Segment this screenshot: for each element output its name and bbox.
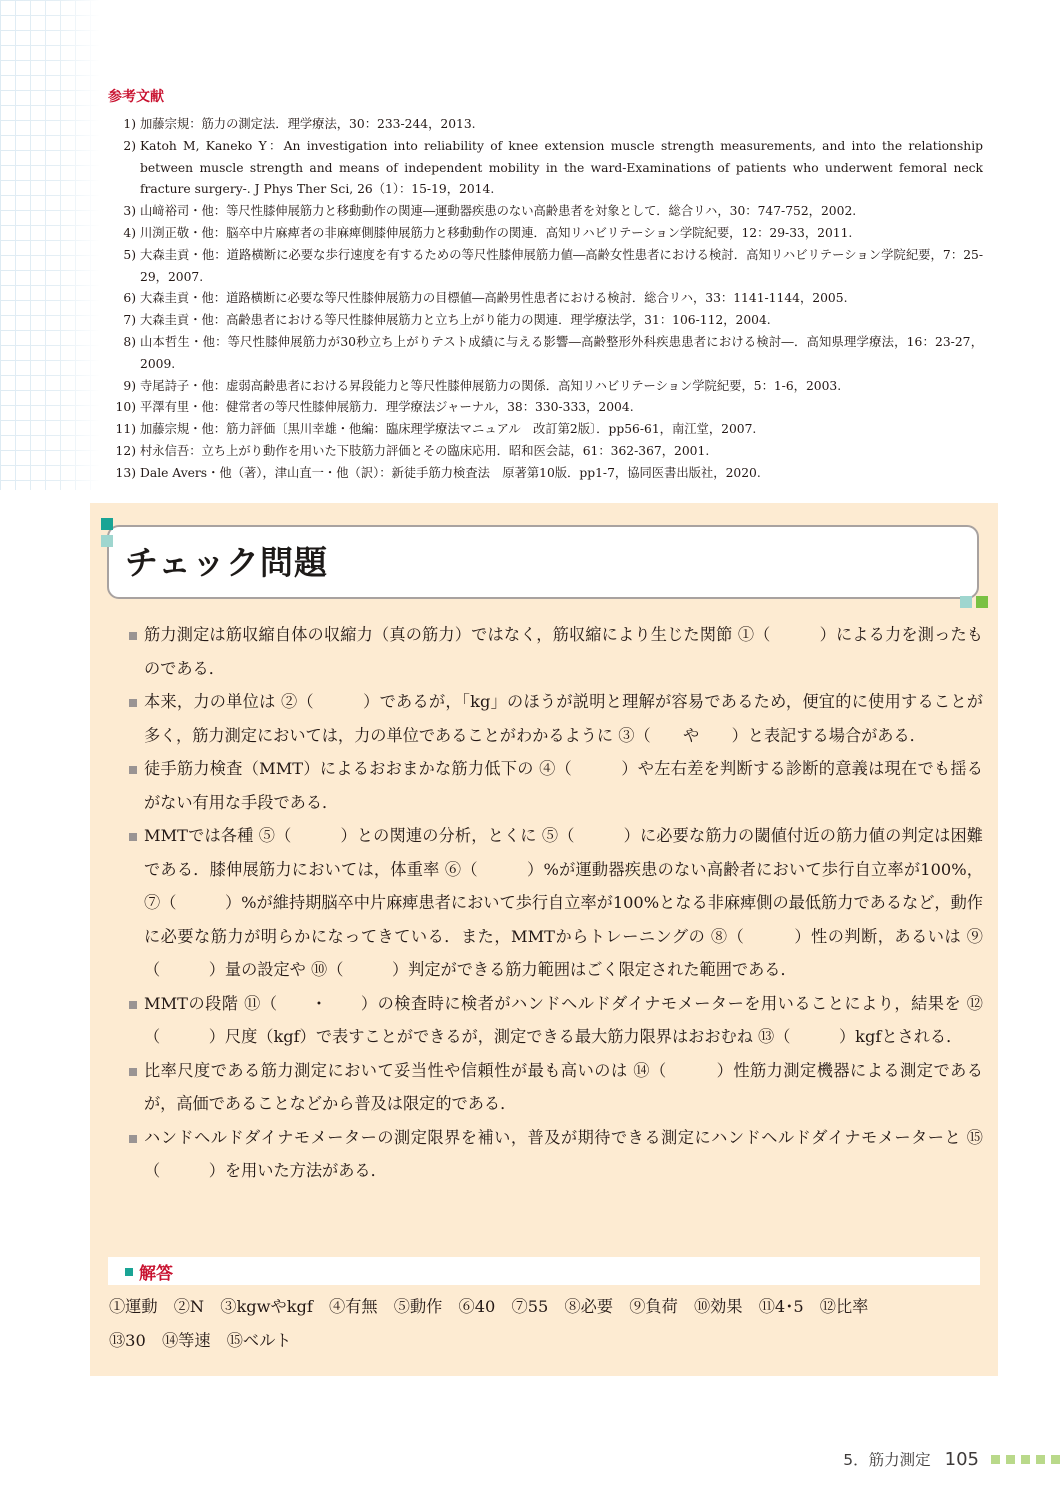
reference-item: 11) 加藤宗規・他：筋力評価〔黒川幸雄・他編：臨床理学療法マニュアル 改訂第2版〕．pp56-61，南江堂，2007.	[115, 422, 757, 437]
footer-square-icon	[1006, 1455, 1015, 1464]
reference-item: 13) Dale Avers・他（著），津山直一・他（訳）：新徒手筋力検査法 原著第10版．pp1-7，協同医書出版社，2020.	[115, 465, 761, 480]
question-item: 本来，力の単位は ②（ ）であるが，「kg」のほうが説明と理解が容易であるため，便宜的に使用することが多く，筋力測定においては，力の単位であることがわかるように ③（ や ）と表記する場合がある．	[128, 685, 983, 752]
corner-square-icon	[101, 518, 113, 530]
answer-header-bar	[108, 1257, 980, 1285]
corner-square-icon	[101, 535, 113, 547]
reference-list	[108, 114, 983, 485]
bullet-square-icon	[129, 1068, 137, 1076]
bullet-square-icon	[129, 766, 137, 774]
bullet-square-icon	[129, 632, 137, 640]
footer-square-icons	[991, 1455, 1060, 1464]
reference-item: 7) 大森圭貢・他：高齢患者における等尺性膝伸展筋力と立ち上がり能力の関連．理学療法学，31：106-112，2004.	[123, 313, 771, 328]
reference-item: 5) 大森圭貢・他：道路横断に必要な歩行速度を有するための等尺性膝伸展筋力値―高齢女性患者における検討．高知リハビリテーション学院紀要，7：25-29，2007.	[123, 247, 983, 284]
bullet-square-icon	[129, 1135, 137, 1143]
corner-square-icon	[976, 596, 988, 608]
check-title: チェック問題	[125, 543, 329, 582]
footer-square-icon	[1036, 1455, 1045, 1464]
footer-square-icon	[1021, 1455, 1030, 1464]
footer-square-icon	[991, 1455, 1000, 1464]
footer-section: 5．筋力測定	[843, 1451, 931, 1469]
page-number: 105	[944, 1448, 979, 1470]
reference-item: 6) 大森圭貢・他：道路横断に必要な等尺性膝伸展筋力の目標値―高齢男性患者における検討．総合リハ，33：1141-1144，2005.	[123, 291, 848, 306]
reference-item: 4) 川渕正敬・他：脳卒中片麻痺者の非麻痺側膝伸展筋力と移動動作の関連．高知リハビリテーション学院紀要，12：29-33，2011.	[123, 225, 853, 240]
grid-fade	[0, 0, 100, 490]
answer-line: ①運動 ②N ③kgwやkgf ④有無 ⑤動作 ⑥40 ⑦55 ⑧必要 ⑨負荷 ⑩効果 ⑪4･5 ⑫比率	[109, 1297, 869, 1316]
answer-square-icon	[125, 1268, 133, 1276]
reference-item: 1) 加藤宗規：筋力の測定法．理学療法，30：233-244，2013.	[123, 117, 476, 131]
bullet-square-icon	[129, 833, 137, 841]
answer-label: 解答	[139, 1264, 173, 1284]
question-item: MMTでは各種 ⑤（ ）との関連の分析，とくに ⑤（ ）に必要な筋力の閾値付近の筋力値の判定は困難である．膝伸展筋力においては，体重率 ⑥（ ）%が運動器疾患のない高齢者において歩行自立率が100%，⑦（ ）%が維持期脳卒中片麻痺患者において歩行自立率が100%となる非麻痺側の最低筋力であるなど，動作に必要な筋力が明らかになってきている．また，MMTからトレーニングの ⑧（ ）性の判断，あるいは ⑨（ ）量の設定や ⑩（ ）判定ができる筋力範囲はごく限定された範囲である．	[128, 819, 983, 987]
answer-text	[109, 1290, 979, 1358]
reference-item: 2) Katoh M, Kaneko Y：An investigation into reliability of knee extension muscle strength measurements, and into the relationship between muscle strength and means of independent mobility in the ward-Examinations of patients who underwent femoral neck fracture surgery-. J Phys Ther Sci, 26（1）：15-19，2014.	[123, 138, 983, 197]
reference-item: 10) 平澤有里・他：健常者の等尺性膝伸展筋力．理学療法ジャーナル，38：330-333，2004.	[115, 400, 634, 415]
reference-item: 3) 山﨑裕司・他：等尺性膝伸展筋力と移動動作の関連―運動器疾患のない高齢患者を対象として．総合リハ，30：747-752，2002.	[123, 204, 857, 219]
question-item: MMTの段階 ⑪（ ・ ）の検査時に検者がハンドヘルドダイナモメーターを用いることにより，結果を ⑫（ ）尺度（kgf）で表すことができるが，測定できる最大筋力限界はおおむね ⑬（ ）kgfとされる．	[128, 987, 983, 1054]
bullet-square-icon	[129, 1001, 137, 1009]
answer-line: ⑬30 ⑭等速 ⑮ベルト	[109, 1331, 292, 1350]
question-item: ハンドヘルドダイナモメーターの測定限界を補い，普及が期待できる測定にハンドヘルドダイナモメーターと ⑮（ ）を用いた方法がある．	[128, 1121, 983, 1188]
question-item: 比率尺度である筋力測定において妥当性や信頼性が最も高いのは ⑭（ ）性筋力測定機器による測定であるが，高価であることなどから普及は限定的である．	[128, 1054, 983, 1121]
question-item: 筋力測定は筋収縮自体の収縮力（真の筋力）ではなく，筋収縮により生じた関節 ①（ ）による力を測ったものである．	[128, 618, 983, 685]
reference-item: 8) 山本哲生・他：等尺性膝伸展筋力が30秒立ち上がりテスト成績に与える影響―高齢整形外科疾患患者における検討―．高知県理学療法，16：23-27，2009.	[123, 334, 983, 371]
bullet-square-icon	[129, 699, 137, 707]
footer-square-icon	[1051, 1455, 1060, 1464]
corner-square-icon	[960, 596, 972, 608]
reference-item: 12) 村永信吾：立ち上がり動作を用いた下肢筋力評価とその臨床応用．昭和医会誌，61：362-367，2001.	[115, 443, 710, 458]
question-list	[128, 618, 983, 1188]
reference-item: 9) 寺尾詩子・他：虚弱高齢患者における昇段能力と等尺性膝伸展筋力の関係．高知リハビリテーション学院紀要，5：1-6，2003.	[123, 378, 842, 393]
page-footer	[843, 1448, 979, 1470]
references-heading: 参考文献	[108, 89, 164, 105]
question-item: 徒手筋力検査（MMT）によるおおまかな筋力低下の ④（ ）や左右差を判断する診断的意義は現在でも揺るがない有用な手段である．	[128, 752, 983, 819]
